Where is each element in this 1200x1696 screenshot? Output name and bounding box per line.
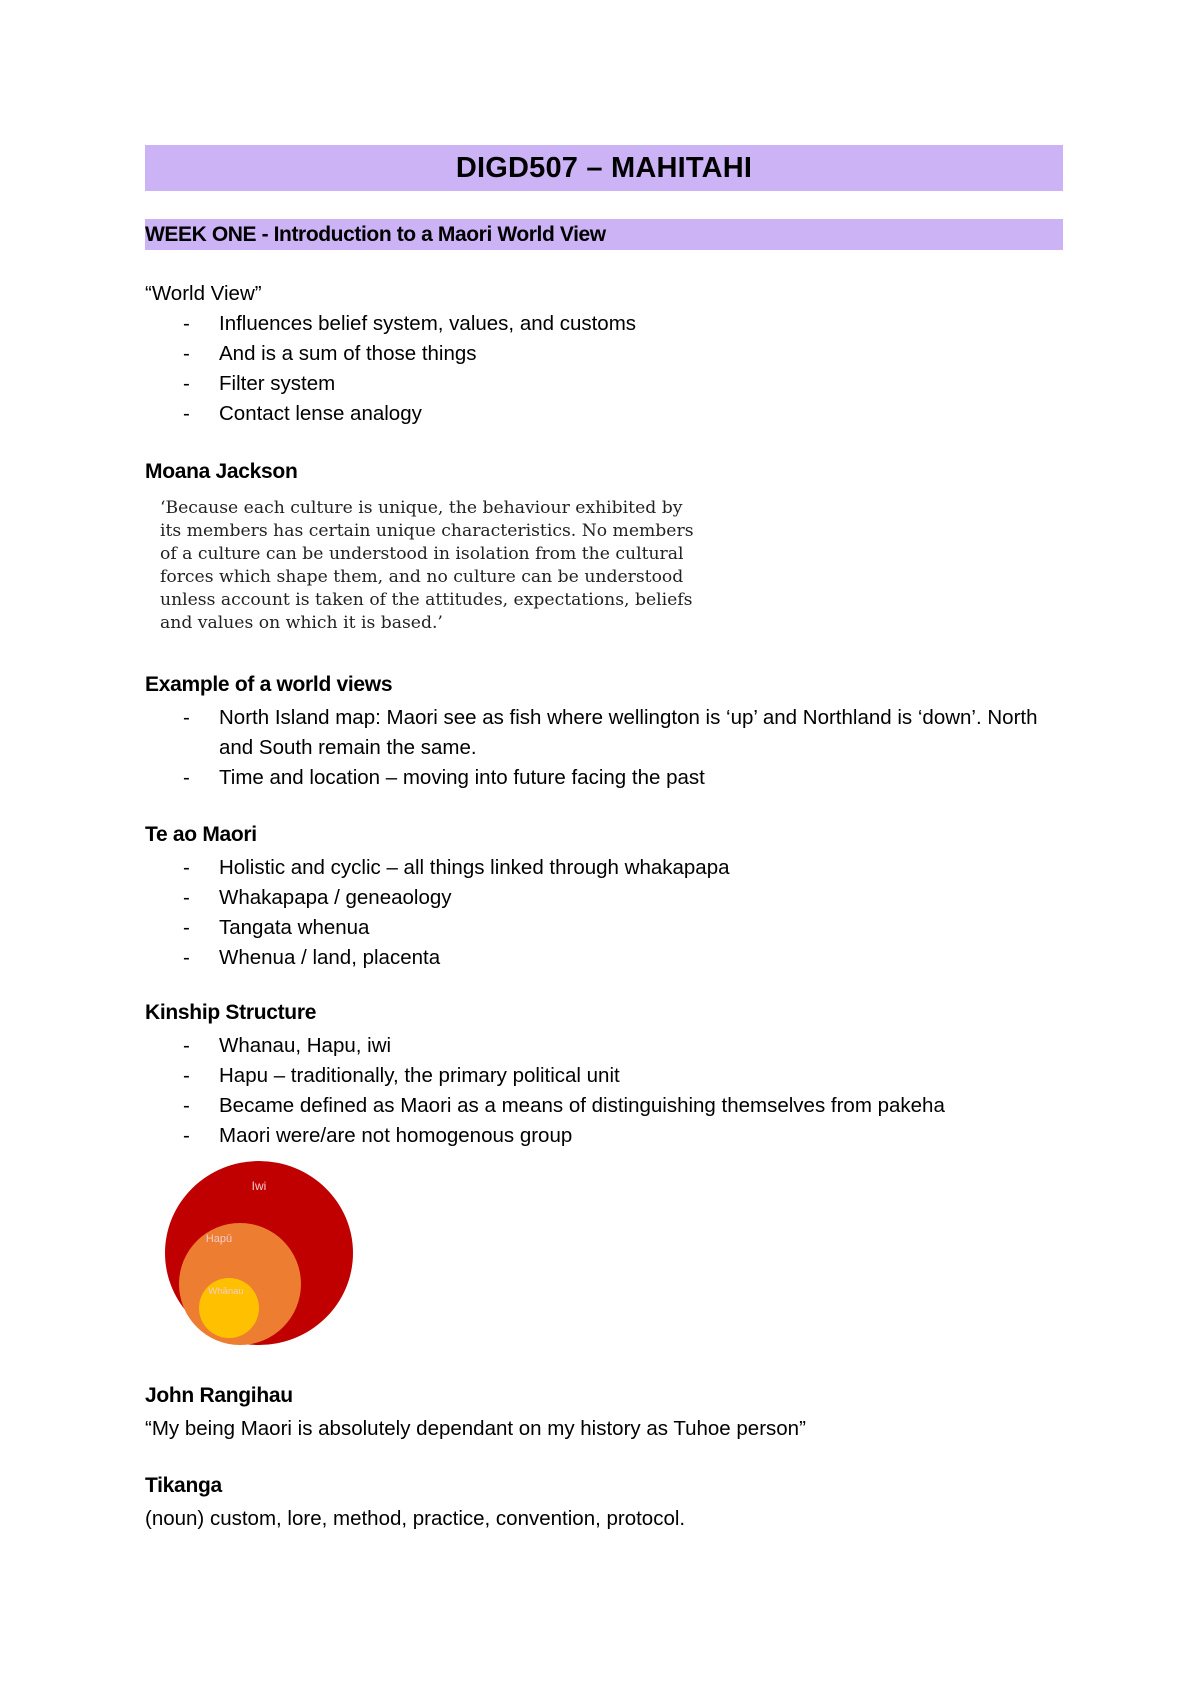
tikanga-definition: (noun) custom, lore, method, practice, convention, protocol. — [145, 1507, 686, 1530]
quote-line: ‘Because each culture is unique, the behaviour exhibited by — [160, 498, 683, 518]
list-item: - Maori were/are not homogenous group — [145, 1121, 1075, 1151]
hapu-label: Hapū — [205, 1233, 233, 1245]
list-item: - Whakapapa / geneaology — [145, 883, 1075, 913]
john-rangihau-quote: “My being Maori is absolutely dependant on my history as Tuhoe person” — [145, 1417, 806, 1440]
list-item: - And is a sum of those things — [145, 339, 1075, 369]
quote-line: and values on which it is based.’ — [160, 613, 443, 633]
list-item: - Tangata whenua — [145, 913, 1075, 943]
world-view-label: “World View” — [145, 282, 262, 305]
example-heading: Example of a world views — [145, 673, 393, 696]
kinship-diagram — [163, 1160, 355, 1346]
list-item: - Hapu – traditionally, the primary political unit — [145, 1061, 1075, 1091]
quote-line: unless account is taken of the attitudes, expectations, beliefs — [160, 590, 693, 610]
list-item: - Whenua / land, placenta — [145, 943, 1075, 973]
list-item: - Contact lense analogy — [145, 399, 1075, 429]
quote-line: its members has certain unique characteristics. No members — [160, 521, 694, 541]
page-title: DIGD507 – MAHITAHI — [145, 145, 1063, 191]
world-view-list — [145, 309, 1075, 429]
john-rangihau-heading: John Rangihau — [145, 1384, 293, 1407]
list-item: - North Island map: Maori see as fish where wellington is ‘up’ and Northland is ‘down’. North and South remain the same. — [145, 703, 1075, 763]
list-item: - Filter system — [145, 369, 1075, 399]
te-ao-maori-heading: Te ao Maori — [145, 823, 257, 846]
list-item: - Whanau, Hapu, iwi — [145, 1031, 1075, 1061]
list-item: - Influences belief system, values, and customs — [145, 309, 1075, 339]
quote-line: forces which shape them, and no culture can be understood — [160, 567, 684, 587]
moana-jackson-quote — [160, 497, 720, 635]
week-heading: WEEK ONE - Introduction to a Maori World View — [145, 219, 1063, 250]
list-item: - Holistic and cyclic – all things linked through whakapapa — [145, 853, 1075, 883]
list-item: - Time and location – moving into future facing the past — [145, 763, 1075, 793]
moana-jackson-heading: Moana Jackson — [145, 460, 298, 483]
tikanga-heading: Tikanga — [145, 1474, 222, 1497]
iwi-label: Iwi — [251, 1179, 267, 1193]
quote-line: of a culture can be understood in isolation from the cultural — [160, 544, 684, 564]
kinship-circles — [163, 1160, 355, 1346]
kinship-list — [145, 1031, 1075, 1151]
kinship-heading: Kinship Structure — [145, 1001, 317, 1024]
list-item: - Became defined as Maori as a means of distinguishing themselves from pakeha — [145, 1091, 1075, 1121]
whanau-label: Whānau — [208, 1286, 244, 1297]
te-ao-maori-list — [145, 853, 1075, 973]
example-list — [145, 703, 1075, 793]
